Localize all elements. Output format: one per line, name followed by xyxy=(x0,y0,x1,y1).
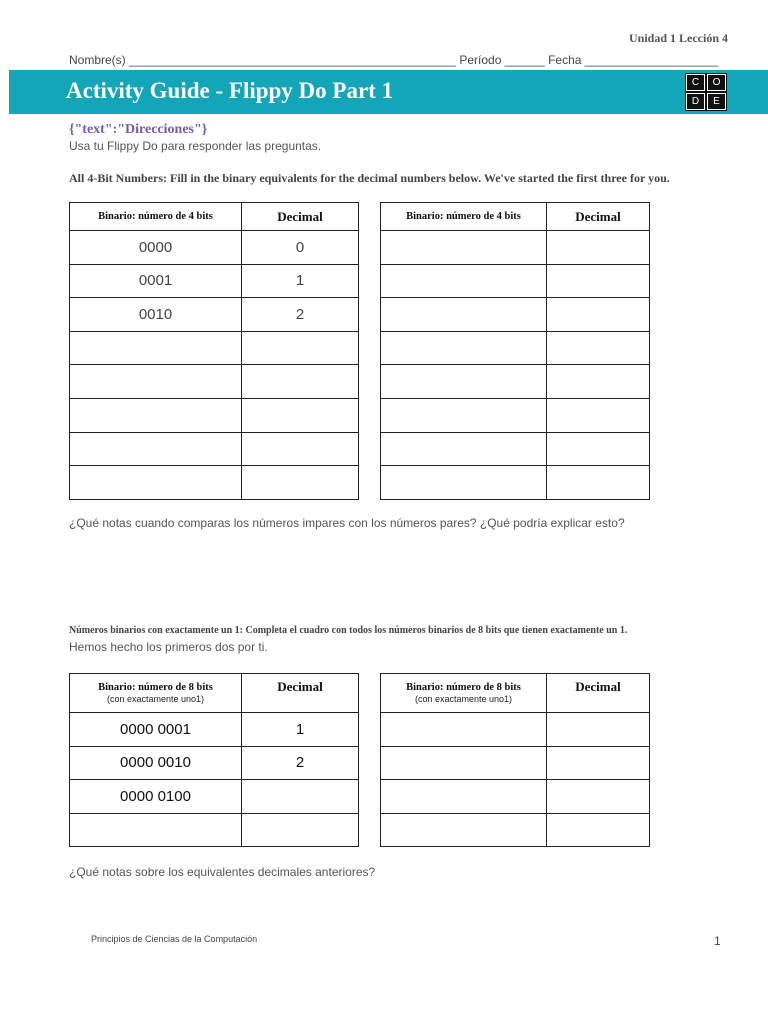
binary-cell[interactable] xyxy=(381,298,547,332)
decimal-cell[interactable] xyxy=(242,365,359,399)
table-row xyxy=(381,746,650,780)
table-row xyxy=(381,298,650,332)
code-logo xyxy=(685,73,727,111)
table-row xyxy=(70,713,359,747)
table-row xyxy=(381,813,650,847)
table-row xyxy=(70,813,359,847)
binary-cell[interactable]: 0000 xyxy=(70,231,242,265)
table-row xyxy=(381,398,650,432)
decimal-cell[interactable]: 1 xyxy=(242,264,359,298)
decimal-cell[interactable] xyxy=(242,780,359,814)
binary-cell[interactable] xyxy=(381,713,547,747)
binary-cell[interactable] xyxy=(70,365,242,399)
table-row xyxy=(70,746,359,780)
table-row xyxy=(70,331,359,365)
page-title: Activity Guide - Flippy Do Part 1 xyxy=(66,78,394,103)
table-row xyxy=(381,231,650,265)
column-header-decimal: Decimal xyxy=(242,674,359,713)
binary-cell[interactable]: 0001 xyxy=(70,264,242,298)
decimal-cell[interactable]: 2 xyxy=(242,746,359,780)
section1-question: ¿Qué notas cuando comparas los números impares con los números pares? ¿Qué podría explicar esto? xyxy=(69,516,625,530)
page-number: 1 xyxy=(714,934,721,948)
decimal-cell[interactable]: 2 xyxy=(242,298,359,332)
column-header-decimal: Decimal xyxy=(547,674,650,713)
column-header-decimal: Decimal xyxy=(242,203,359,231)
table-row xyxy=(381,264,650,298)
decimal-cell[interactable] xyxy=(547,713,650,747)
eight-bit-table-right xyxy=(380,673,650,847)
decimal-cell[interactable]: 1 xyxy=(242,713,359,747)
binary-cell[interactable] xyxy=(70,398,242,432)
binary-cell[interactable] xyxy=(70,466,242,500)
table-row xyxy=(381,713,650,747)
four-bit-table-right xyxy=(380,202,650,500)
decimal-cell[interactable] xyxy=(547,813,650,847)
table-row xyxy=(381,466,650,500)
eight-bit-table-left xyxy=(69,673,359,847)
binary-cell[interactable] xyxy=(381,466,547,500)
binary-cell[interactable]: 0010 xyxy=(70,298,242,332)
decimal-cell[interactable] xyxy=(242,432,359,466)
decimal-cell[interactable] xyxy=(547,466,650,500)
decimal-cell[interactable] xyxy=(242,398,359,432)
table-row xyxy=(381,331,650,365)
decimal-cell[interactable] xyxy=(242,466,359,500)
unit-lesson-label: Unidad 1 Lección 4 xyxy=(628,31,728,45)
table-row xyxy=(70,231,359,265)
decimal-cell[interactable] xyxy=(547,780,650,814)
binary-cell[interactable] xyxy=(381,398,547,432)
decimal-cell[interactable] xyxy=(547,231,650,265)
footer-course: Principios de Ciencias de la Computación xyxy=(91,934,258,944)
table-row xyxy=(381,780,650,814)
column-header-decimal: Decimal xyxy=(547,203,650,231)
title-banner xyxy=(9,70,768,114)
logo-letter: O xyxy=(707,74,726,91)
column-header-binary: Binario: número de 4 bits xyxy=(381,203,547,231)
column-header-binary-note: (con exactamente uno1) xyxy=(414,694,513,704)
table-row xyxy=(70,466,359,500)
decimal-cell[interactable] xyxy=(242,813,359,847)
decimal-cell[interactable] xyxy=(547,398,650,432)
section1-prompt: All 4-Bit Numbers: Fill in the binary equivalents for the decimal numbers below. We've started the first three for you. xyxy=(69,171,670,185)
binary-cell[interactable] xyxy=(70,432,242,466)
decimal-cell[interactable] xyxy=(547,432,650,466)
table-row xyxy=(70,398,359,432)
section2-question: ¿Qué notas sobre los equivalentes decimales anteriores? xyxy=(69,865,376,879)
decimal-cell[interactable] xyxy=(242,331,359,365)
table-row xyxy=(381,365,650,399)
decimal-cell[interactable] xyxy=(547,331,650,365)
directions-instruction: Usa tu Flippy Do para responder las preguntas. xyxy=(69,139,322,153)
four-bit-table-left xyxy=(69,202,359,500)
binary-cell[interactable] xyxy=(70,813,242,847)
binary-cell[interactable] xyxy=(381,780,547,814)
binary-cell[interactable]: 0000 0100 xyxy=(70,780,242,814)
binary-cell[interactable] xyxy=(381,365,547,399)
decimal-cell[interactable] xyxy=(547,365,650,399)
table-row xyxy=(70,432,359,466)
table-row xyxy=(70,264,359,298)
binary-cell[interactable] xyxy=(381,264,547,298)
decimal-cell[interactable] xyxy=(547,746,650,780)
logo-letter: D xyxy=(686,93,705,110)
column-header-binary-note: (con exactamente uno1) xyxy=(106,694,205,704)
column-header-binary-label: Binario: número de 8 bits xyxy=(406,682,521,693)
decimal-cell[interactable] xyxy=(547,264,650,298)
section2-instruction: Hemos hecho los primeros dos por ti. xyxy=(69,640,268,654)
binary-cell[interactable] xyxy=(381,432,547,466)
column-header-binary: Binario: número de 4 bits xyxy=(70,203,242,231)
logo-letter: E xyxy=(707,93,726,110)
decimal-cell[interactable]: 0 xyxy=(242,231,359,265)
binary-cell[interactable] xyxy=(381,746,547,780)
table-row xyxy=(70,365,359,399)
column-header-binary xyxy=(381,674,547,713)
section2-prompt: Números binarios con exactamente un 1: Completa el cuadro con todos los números binarios de 8 bits que tienen exactamente un 1. xyxy=(69,625,628,636)
name-period-date-line: Nombre(s) _________________________________________________ Período ______ Fecha ____________________ xyxy=(69,53,719,67)
table-row xyxy=(70,780,359,814)
logo-letter: C xyxy=(686,74,705,91)
column-header-binary-label: Binario: número de 8 bits xyxy=(98,682,213,693)
column-header-binary xyxy=(70,674,242,713)
binary-cell[interactable]: 0000 0010 xyxy=(70,746,242,780)
decimal-cell[interactable] xyxy=(547,298,650,332)
table-row xyxy=(381,432,650,466)
directions-heading: {"text":"Direcciones"} xyxy=(69,122,208,137)
binary-cell[interactable] xyxy=(381,231,547,265)
table-row xyxy=(70,298,359,332)
binary-cell[interactable] xyxy=(381,331,547,365)
binary-cell[interactable] xyxy=(381,813,547,847)
binary-cell[interactable] xyxy=(70,331,242,365)
binary-cell[interactable]: 0000 0001 xyxy=(70,713,242,747)
